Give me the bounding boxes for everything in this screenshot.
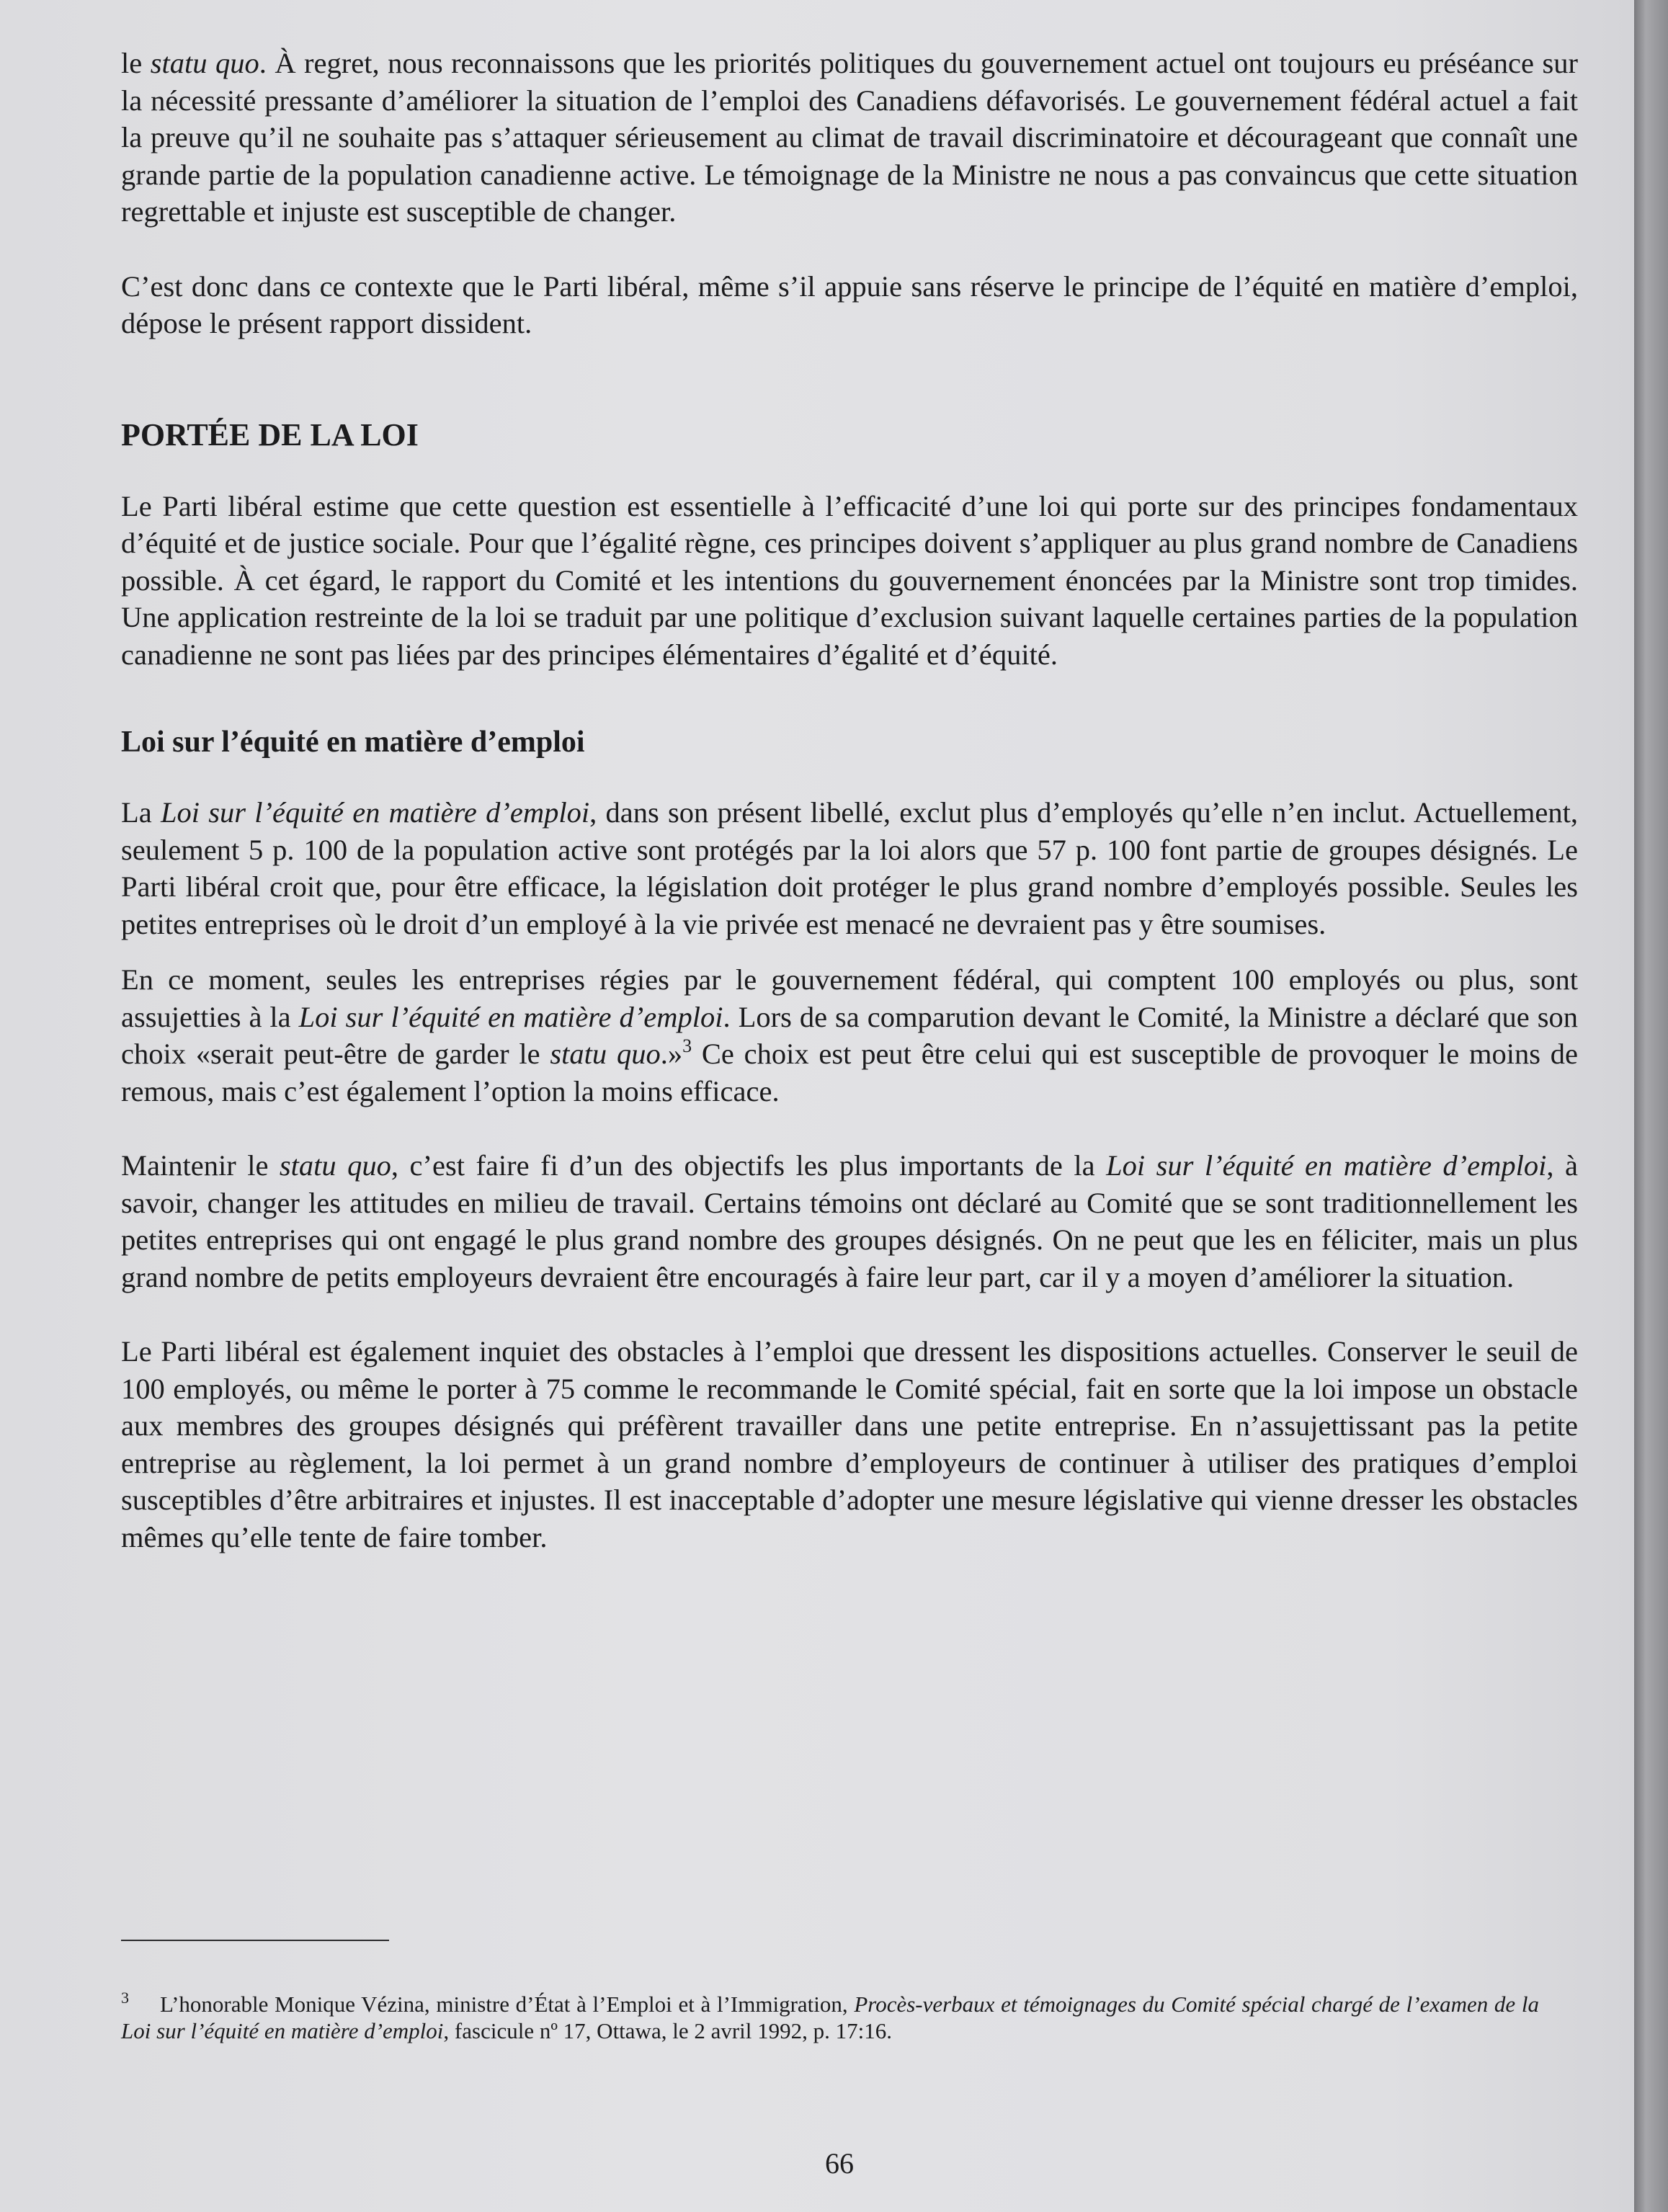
paragraph-rapport-dissident: C’est donc dans ce contexte que le Parti libéral, même s’il appuie sans réserve le principe de l’équité en matière d’emploi, dépose le présent rapport dissident.	[121, 269, 1578, 339]
footnote-reference: 3	[682, 1035, 692, 1056]
paragraph-loi-libelle: La Loi sur l’équité en matière d’emploi, dans son présent libellé, exclut plus d’employés qu’elle n’en inclut. Actuellement, seulement 5 p. 100 de la population active sont protégés par la loi alors que 57 p. 100 font partie de groupes désignés. Le Parti libéral croit que, pour être efficace, la législation doit protéger le plus grand nombre d’employés possible. Seules les petites entreprises où le droit d’un employé à la vie privée est menacé ne devraient pas y être soumises.	[121, 796, 1578, 940]
subsection-heading-loi: Loi sur l’équité en matière d’emploi	[121, 726, 585, 759]
paragraph-statu-quo: le statu quo. À regret, nous reconnaissons que les priorités politiques du gouvernement actuel ont toujours eu préséance sur la nécessité pressante d’améliorer la situation de l’emploi des Canadiens défavorisés. Le gouvernement fédéral actuel a fait la preuve qu’il ne souhaite pas s’attaquer sérieusement au climat de travail discriminatoire et décourageant que connaît une grande partie de la population canadienne active. Le témoignage de la Ministre ne nous a pas convaincus que cette situation regrettable et injuste est susceptible de changer.	[121, 47, 1578, 228]
page-number: 66	[825, 2147, 854, 2180]
paragraph-portee: Le Parti libéral estime que cette question est essentielle à l’efficacité d’une loi qui porte sur des principes fondamentaux d’équité et de justice sociale. Pour que l’égalité règne, ces principes doivent s’appliquer au plus grand nombre de Canadiens possible. À cet égard, le rapport du Comité et les intentions du gouvernement énoncées par la Ministre sont trop timides. Une application restreinte de la loi se traduit par une politique d’exclusion suivant laquelle certaines parties de la population canadienne ne sont pas liées par des principes élémentaires d’égalité et d’équité.	[121, 489, 1578, 671]
footnote-divider	[121, 1940, 389, 1941]
page-body	[121, 45, 1578, 1556]
paragraph-obstacles: Le Parti libéral est également inquiet des obstacles à l’emploi que dressent les dispositions actuelles. Conserver le seuil de 100 employés, ou même le porter à 75 comme le recommande le Comité spécial, fait en sorte que la loi impose un obstacle aux membres des groupes désignés qui préfèrent travailler dans une petite entreprise. En n’assujettissant pas la petite entreprise au règlement, la loi permet à un grand nombre d’employeurs de continuer à utiliser des pratiques d’emploi susceptibles d’être arbitraires et injustes. Il est inacceptable d’adopter une mesure législative qui vienne dresser les obstacles mêmes qu’elle tente de faire tomber.	[121, 1335, 1578, 1553]
section-heading-portee: PORTÉE DE LA LOI	[121, 416, 419, 452]
footnote: 3 L’honorable Monique Vézina, ministre d’État à l’Emploi et à l’Immigration, Procès-verbaux et témoignages du Comité spécial chargé de l’examen de la Loi sur l’équité en matière d’emploi, fascicule nº 17, Ottawa, le 2 avril 1992, p. 17:16.	[121, 1989, 1539, 2043]
paragraph-entreprises-federales: En ce moment, seules les entreprises régies par le gouvernement fédéral, qui comptent 100 employés ou plus, sont assujetties à la Loi sur l’équité en matière d’emploi. Lors de sa comparution devant le Comité, la Ministre a déclaré que son choix «serait peut-être de garder le statu quo.»$^3$ Ce choix est peut être celui qui est susceptible de provoquer le moins de remous, mais c’est également l’option la moins efficace.	[121, 963, 1579, 1107]
page-edge	[1634, 0, 1668, 2212]
paragraph-maintenir-statu-quo: Maintenir le statu quo, c’est faire fi d’un des objectifs les plus importants de la Loi sur l’équité en matière d’emploi, à savoir, changer les attitudes en milieu de travail. Certains témoins ont déclaré au Comité que se sont traditionnellement les petites entreprises qui ont engagé le plus grand nombre des groupes désignés. On ne peut que les en féliciter, mais un plus grand nombre de petits employeurs devraient être encouragés à faire leur part, car il y a moyen d’améliorer la situation.	[121, 1149, 1578, 1293]
